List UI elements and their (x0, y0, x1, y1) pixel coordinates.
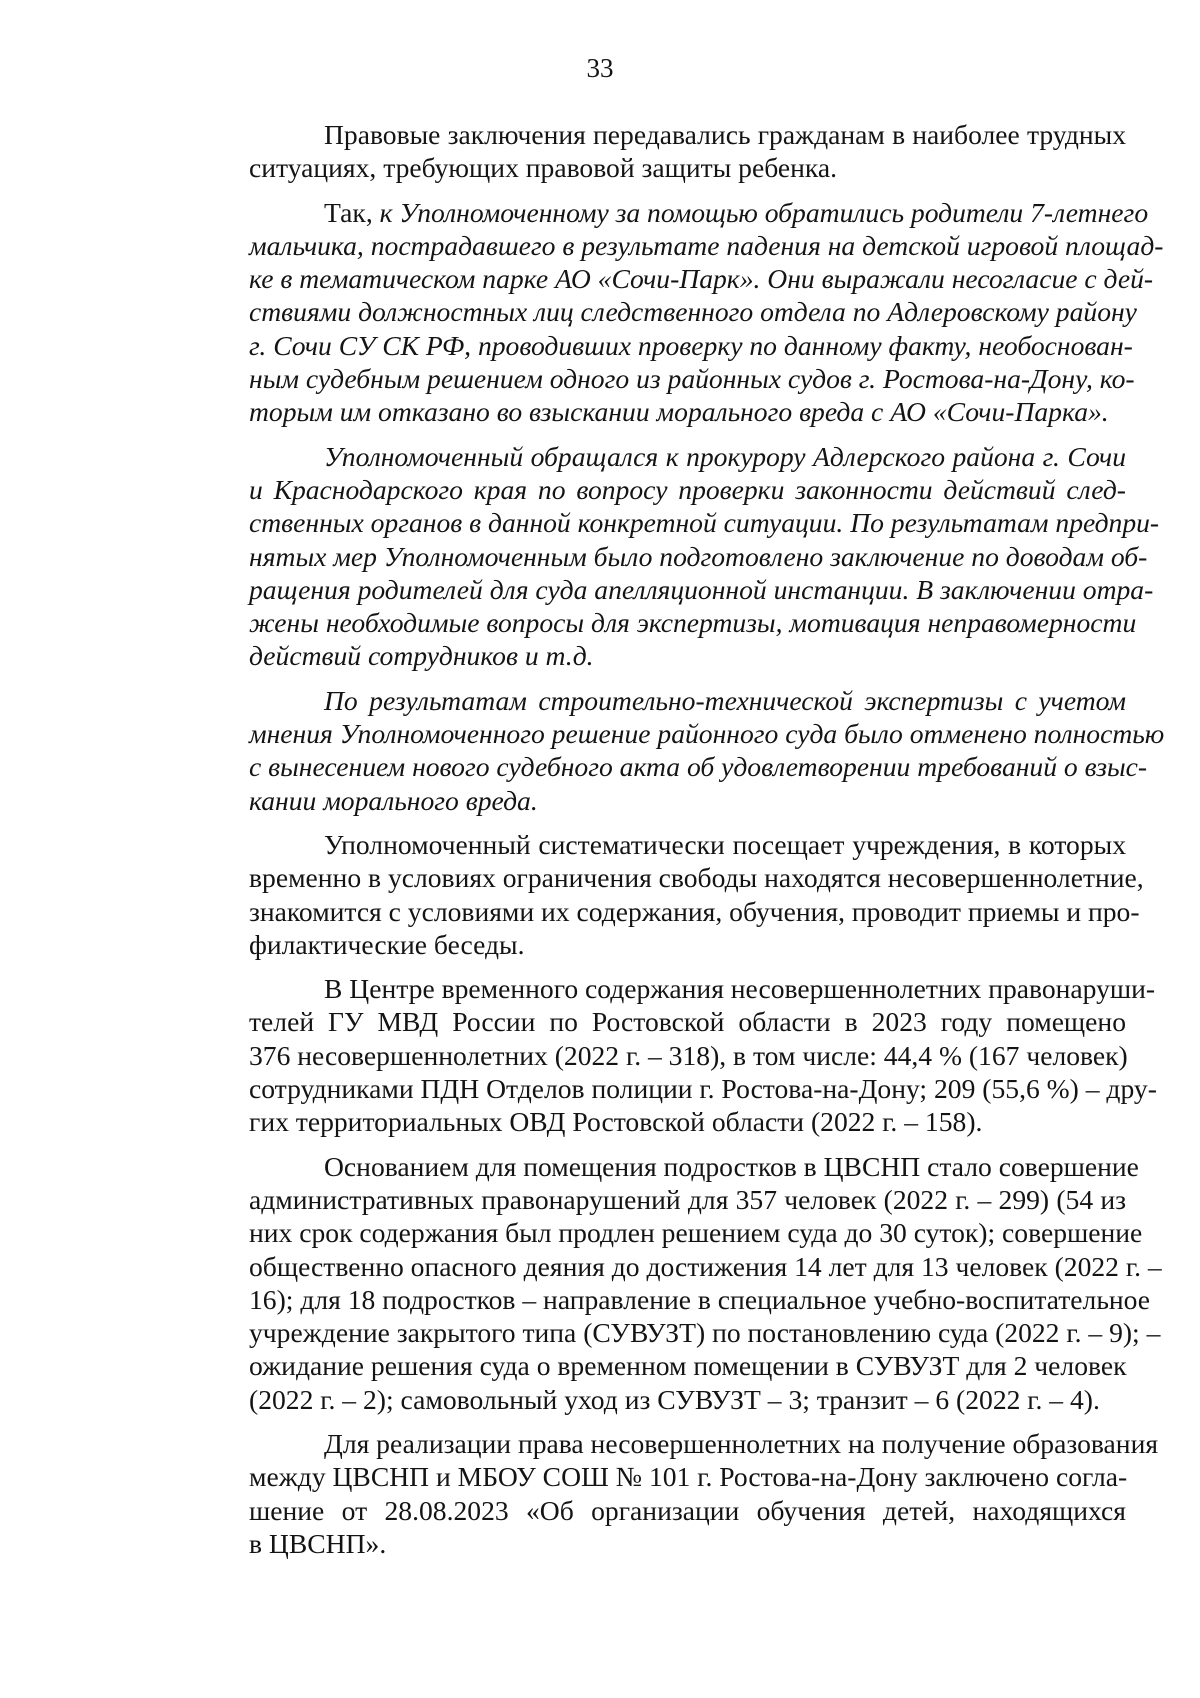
paragraph-ombudsman-appeal (174, 440, 1160, 673)
text-line: мальчика, пострадавшего в результате падения на детской игровой площад- (249, 229, 1164, 261)
text-line: Уполномоченный систематически посещает учреждения, в которых (324, 828, 1126, 860)
text-line: (2022 г. – 2); самовольный уход из СУВУЗТ – 3; транзит – 6 (2022 г. – 4). (249, 1383, 1100, 1415)
text-line: Основанием для помещения подростков в ЦВСНП стало совершение (324, 1150, 1139, 1182)
text-line: в ЦВСНП». (249, 1527, 387, 1559)
text-line: телей ГУ МВД России по Ростовской области в 2023 году помещено (249, 1006, 1126, 1038)
text-line: знакомится с условиями их содержания, обучения, проводит приемы и про- (249, 895, 1140, 927)
text-line: ным судебным решением одного из районных судов г. Ростова-на-Дону, ко- (249, 363, 1135, 395)
text-line: сотрудниками ПДН Отделов полиции г. Ростова-на-Дону; 209 (55,6 %) – дру- (249, 1073, 1157, 1105)
paragraph-legal-conclusions (174, 118, 1126, 185)
text-line: филактические беседы. (249, 928, 525, 960)
text-line: ращения родителей для суда апелляционной инстанции. В заключении отра- (249, 573, 1154, 605)
text-line: шение от 28.08.2023 «Об организации обучения детей, находящихся (249, 1494, 1126, 1526)
text-line-mixed (174, 196, 1149, 229)
text-line: между ЦВСНП и МБОУ СОШ № 101 г. Ростова-на-Дону заключено согла- (249, 1461, 1128, 1493)
text-line: 16); для 18 подростков – направление в специальное учебно-воспитательное (249, 1283, 1151, 1315)
text-fragment-normal: Так, (324, 196, 380, 228)
paragraph-expertise-result (174, 684, 1165, 817)
text-line: общественно опасного деяния до достижения 14 лет для 13 человек (2022 г. – (249, 1250, 1162, 1282)
text-line: нятых мер Уполномоченным было подготовлено заключение по доводам об- (249, 540, 1148, 572)
text-line: них срок содержания был продлен решением суда до 30 суток); совершение (249, 1217, 1143, 1249)
text-line: В Центре временного содержания несовершеннолетних правонаруши- (324, 973, 1156, 1005)
paragraph-institution-visits (174, 828, 1144, 961)
text-line: торым им отказано во взыскании морального вреда с АО «Сочи-Парка». (249, 396, 1109, 428)
text-line: ствиями должностных лиц следственного отдела по Адлеровскому району (249, 296, 1137, 328)
text-line: временно в условиях ограничения свободы находятся несовершеннолетние, (249, 862, 1144, 894)
paragraph-placement-grounds (174, 1150, 1162, 1416)
text-line: 376 несовершеннолетних (2022 г. – 318), в том числе: 44,4 % (167 человек) (249, 1039, 1128, 1071)
text-line: Для реализации права несовершеннолетних на получение образования (324, 1427, 1159, 1459)
text-line: учреждение закрытого типа (СУВУЗТ) по постановлению суда (2022 г. – 9); – (249, 1317, 1161, 1349)
text-line: и Краснодарского края по вопросу проверки законности действий след- (249, 473, 1126, 505)
text-line: действий сотрудников и т.д. (249, 640, 594, 672)
text-line: По результатам строительно-технической экспертизы с учетом (324, 684, 1126, 716)
text-line: ожидание решения суда о временном помещении в СУВУЗТ для 2 человек (249, 1350, 1127, 1382)
text-line: Правовые заключения передавались гражданам в наиболее трудных (324, 119, 1126, 150)
text-line: с вынесением нового судебного акта об удовлетворении требований о взыс- (249, 751, 1148, 783)
paragraph-detention-center-stats (174, 972, 1157, 1138)
text-fragment-italic: к Уполномоченному за помощью обратились родители 7-летнего (379, 196, 1149, 228)
text-line: Уполномоченный обращался к прокурору Адлерского района г. Сочи (324, 440, 1126, 472)
text-line: кании морального вреда. (249, 784, 538, 816)
page-number: 33 (586, 53, 614, 83)
text-line: жены необходимые вопросы для экспертизы, мотивация неправомерности (249, 607, 1137, 639)
text-line: мнения Уполномоченного решение районного суда было отменено полностью (249, 718, 1165, 750)
text-line: ке в тематическом парке АО «Сочи-Парк». Они выражали несогласие с дей- (249, 263, 1154, 295)
text-line: гих территориальных ОВД Ростовской области (2022 г. – 158). (249, 1106, 983, 1138)
text-line: ственных органов в данной конкретной ситуации. По результатам предпри- (249, 507, 1160, 539)
text-line: административных правонарушений для 357 человек (2022 г. – 299) (54 из (249, 1183, 1126, 1215)
paragraph-case-example (174, 196, 1164, 429)
text-line: г. Сочи СУ СК РФ, проводивших проверку по данному факту, необоснован- (249, 329, 1133, 361)
document-body (174, 118, 1165, 1571)
text-line: ситуациях, требующих правовой защиты ребенка. (249, 152, 838, 184)
paragraph-education-agreement (174, 1427, 1159, 1560)
